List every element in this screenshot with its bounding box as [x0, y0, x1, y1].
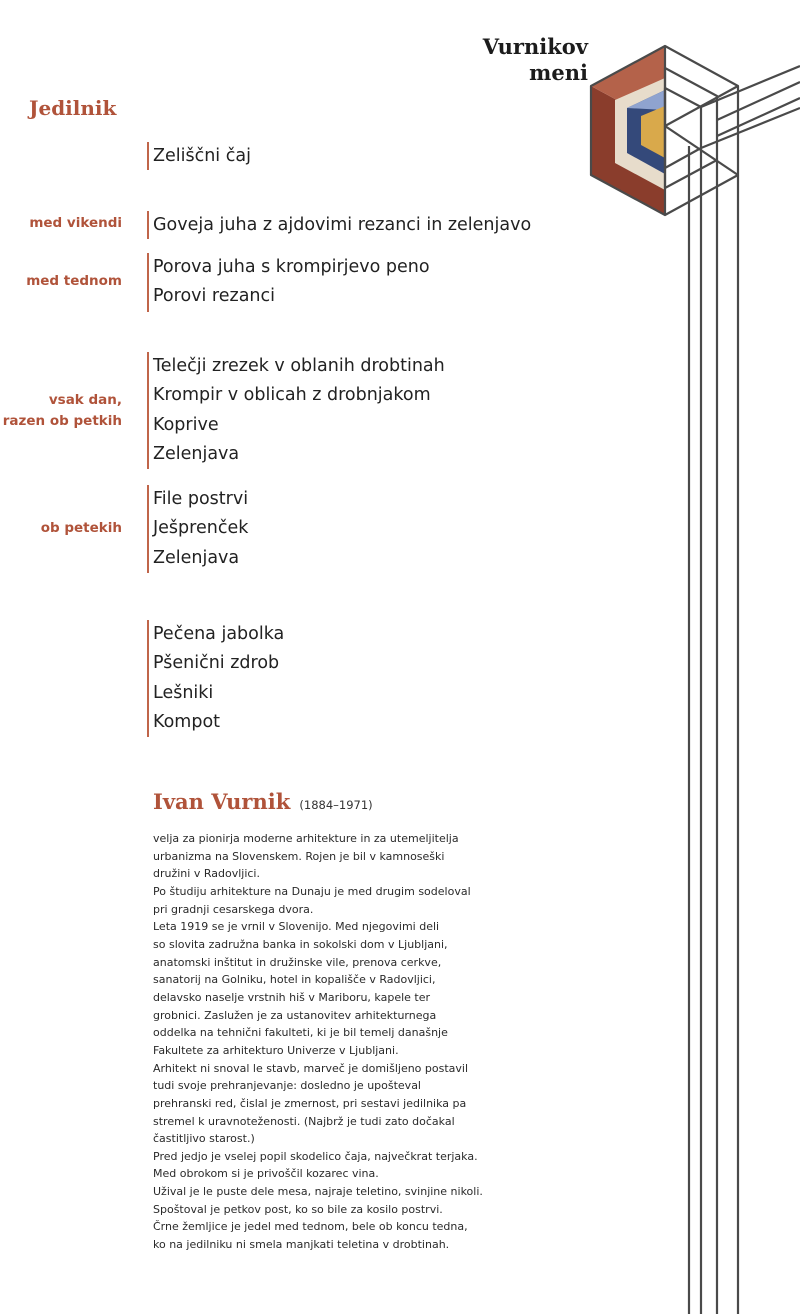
bio-line: Arhitekt ni snoval le stavb, marveč je domišljeno postavil: [153, 1061, 469, 1075]
wire-ray-4: [701, 108, 800, 148]
brand-title: [483, 34, 588, 86]
menu-group-dessert: [147, 620, 284, 737]
note-friday: ob petekih: [40, 520, 122, 536]
wire-ray-3: [717, 98, 800, 136]
wire-ray-1: [701, 66, 800, 107]
menu-group-weekend-soup: [147, 211, 531, 239]
wire-ray-2: [717, 82, 800, 120]
wire-cube-mid: [665, 68, 717, 188]
bio-line: družini v Radovljici.: [153, 867, 260, 881]
menu-item-daily-1: Telečji zrezek v oblanih drobtinah: [153, 356, 445, 376]
cube-line-emblem-icon: [585, 38, 800, 1314]
bio-line: ko na jedilniku ni smela manjkati teletina v drobtinah.: [153, 1238, 450, 1252]
menu-item-dessert-1: Pečena jabolka: [153, 624, 285, 644]
menu-item-daily-2: Krompir v oblicah z drobnjakom: [153, 385, 431, 406]
note-weekday: med tednom: [26, 273, 122, 289]
menu-group-weekday-soup: [147, 253, 430, 312]
menu-item-daily-3: Koprive: [153, 414, 219, 435]
brand-title-line1: Vurnikov: [482, 34, 588, 59]
bio-text: [153, 830, 493, 1254]
bio-line: Fakultete za arhitekturo Univerze v Ljubljani.: [153, 1043, 399, 1057]
menu-item-weekday-soup-1: Porova juha s krompirjevo peno: [153, 257, 430, 277]
page-title: Jedilnik: [29, 96, 117, 120]
note-weekend: med vikendi: [29, 215, 122, 231]
bio-line: grobnici. Zaslužen je za ustanovitev arhitekturnega: [153, 1008, 437, 1022]
note-daily: [3, 390, 122, 432]
bio-heading: [153, 789, 373, 814]
bio-line: častitljivo starost.): [153, 1132, 255, 1146]
bio-line: tudi svoje prehranjevanje: dosledno je upošteval: [153, 1079, 421, 1093]
bio-line: delavsko naselje vrstnih hiš v Mariboru, kapele ter: [153, 990, 431, 1004]
menu-group-daily-main: [147, 352, 445, 469]
menu-item-daily-4: Zelenjava: [153, 443, 240, 464]
menu-group-tea: [147, 142, 251, 170]
menu-item-dessert-2: Pšenični zdrob: [153, 653, 280, 674]
menu-item-weekday-soup-2: Porovi rezanci: [153, 286, 275, 307]
bio-line: stremel k uravnoteženosti. (Najbrž je tudi zato dočakal: [153, 1114, 455, 1128]
bio-line: anatomski inštitut in družinske vile, prenova cerkve,: [153, 955, 442, 969]
cube-faces: [591, 46, 665, 215]
wire-cube-inner: [665, 88, 701, 168]
bio-line: Spoštoval je petkov post, ko so bile za kosilo postrvi.: [153, 1202, 443, 1216]
bio-line: Leta 1919 se je vrnil v Slovenijo. Med njegovimi deli: [153, 920, 440, 934]
bio-line: so slovita zadružna banka in sokolski dom v Ljubljani,: [153, 937, 448, 951]
menu-item-friday-2: Ješprenček: [153, 518, 249, 539]
bio-line: oddelka na tehnični fakulteti, ki je bil temelj današnje: [153, 1026, 448, 1040]
bio-years: (1884–1971): [299, 798, 373, 812]
note-daily-line2: razen ob petkih: [2, 413, 122, 429]
bio-line: Črne žemljice je jedel med tednom, bele ob koncu tedna,: [153, 1220, 468, 1234]
menu-item-friday-1: File postrvi: [153, 489, 249, 509]
brand-title-line2: meni: [529, 60, 588, 85]
wireframe-lines: [591, 46, 800, 1314]
bio-line: sanatorij na Golniku, hotel in kopališče v Radovljici,: [153, 973, 436, 987]
bio-line: velja za pionirja moderne arhitekture in za utemeljitelja: [153, 832, 459, 845]
bio-line: Pred jedjo je vselej popil skodelico čaja, največkrat terjaka.: [153, 1149, 478, 1163]
menu-item-dessert-3: Lešniki: [153, 682, 214, 703]
menu-item-weekend-soup: Goveja juha z ajdovimi rezanci in zelenjavo: [153, 215, 532, 235]
menu-item-dessert-4: Kompot: [153, 711, 221, 732]
menu-item-tea: Zeliščni čaj: [153, 146, 251, 166]
bio-line: pri gradnji cesarskega dvora.: [153, 902, 314, 916]
note-daily-line1: vsak dan,: [48, 392, 122, 408]
menu-item-friday-3: Zelenjava: [153, 547, 240, 568]
menu-group-friday-main: [147, 485, 248, 573]
bio-line: prehranski red, čislal je zmernost, pri sestavi jedilnika pa: [153, 1096, 467, 1110]
bio-name: Ivan Vurnik: [153, 789, 291, 814]
bio-line: Med obrokom si je privoščil kozarec vina.: [153, 1167, 379, 1181]
bio-line: Užival je le puste dele mesa, najraje teletino, svinjine nikoli.: [153, 1185, 483, 1199]
bio-line: Po študiju arhitekture na Dunaju je med drugim sodeloval: [153, 884, 471, 898]
bio-line: urbanizma na Slovenskem. Rojen je bil v kamnoseški: [153, 849, 445, 863]
